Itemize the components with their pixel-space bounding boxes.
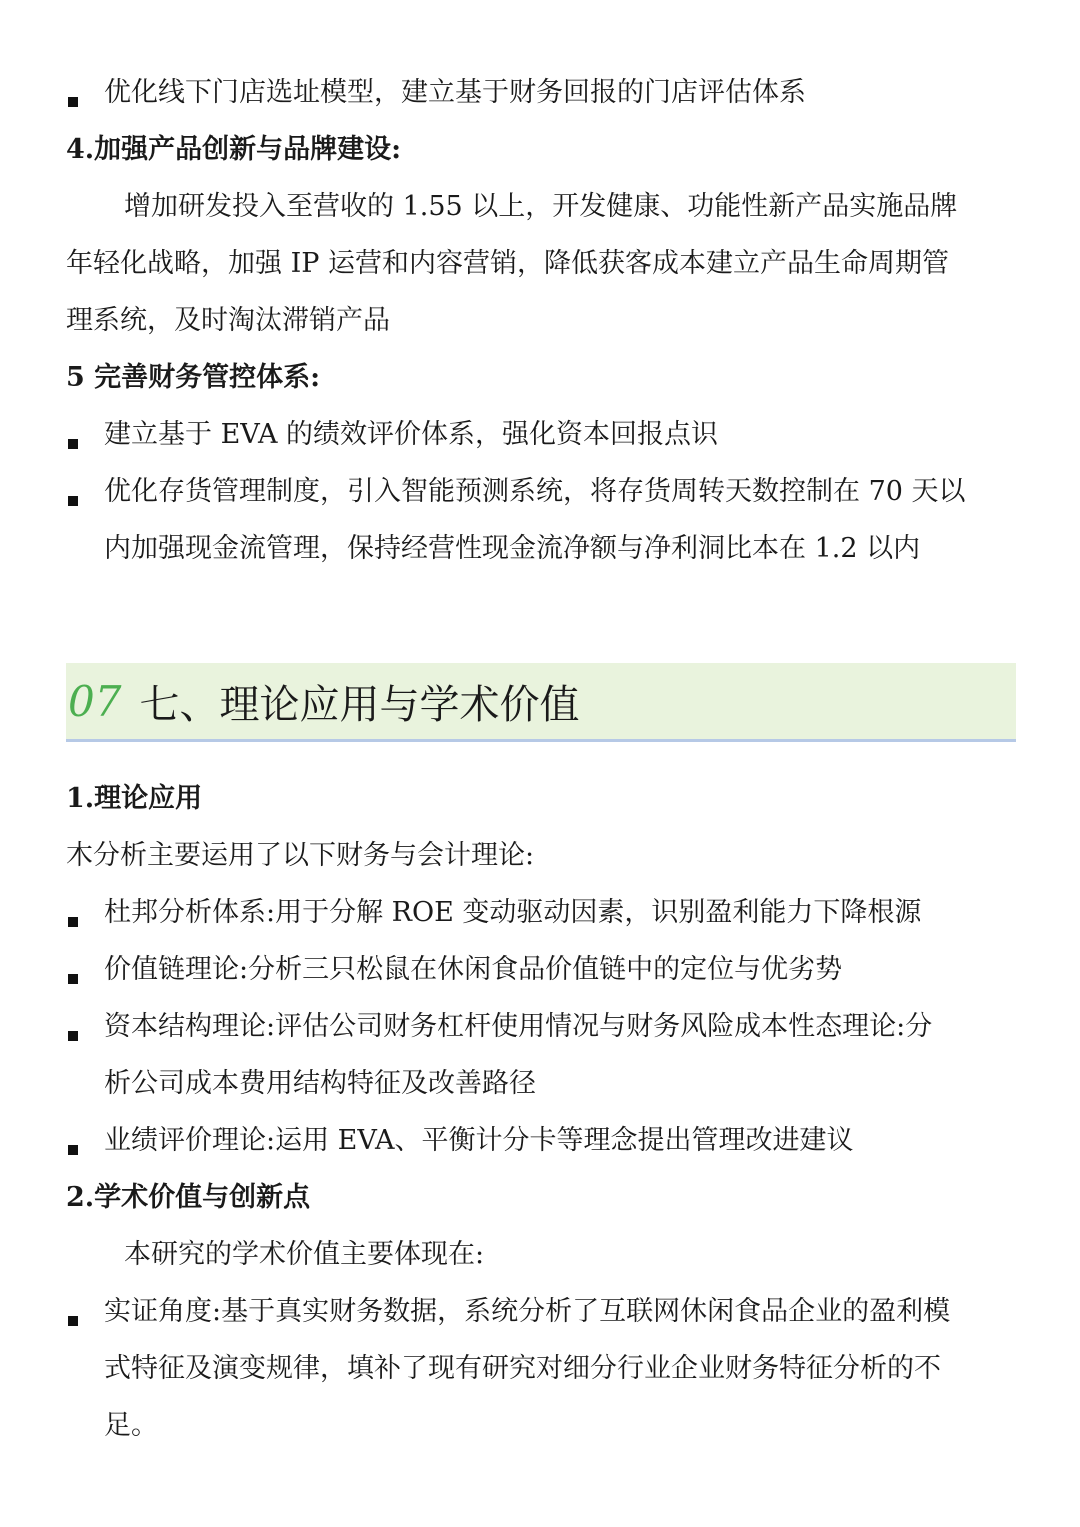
bullet-dupont: 杜邦分析体系:用于分解 ROE 变动驱动因素，识别盈利能力下降根源	[66, 884, 1016, 941]
bullet-capital-structure: 资本结构理论:评估公司财务杠杆使用情况与财务风险成本性态理论:分	[66, 998, 1016, 1055]
paragraph-line: 理系统，及时淘汰滞销产品	[66, 305, 390, 336]
bullet-performance: 业绩评价理论:运用 EVA、平衡计分卡等理念提出管理改进建议	[66, 1112, 1016, 1169]
paragraph-line: 本研究的学术价值主要体现在:	[124, 1239, 485, 1270]
heading-theory: 1.理论应用	[66, 783, 203, 814]
heading-financial-control: 5 完善财务管控体系:	[66, 362, 321, 393]
heading-product-innovation: 4.加强产品创新与品牌建设:	[66, 134, 402, 165]
bullet-value-chain: 价值链理论:分析三只松鼠在休闲食品价值链中的定位与优劣势	[66, 941, 1016, 998]
section-header	[66, 663, 1016, 742]
document-page	[66, 64, 1016, 1454]
bullet-continuation: 足。	[104, 1410, 158, 1441]
bullet-store-model: 优化线下门店选址模型，建立基于财务回报的门店评估体系	[66, 64, 1016, 121]
bullet-empirical: 实证角度:基于真实财务数据，系统分析了互联网休闲食品企业的盈利模	[66, 1283, 1016, 1340]
section-title: 七、理论应用与学术价值	[139, 681, 580, 728]
bullet-continuation: 析公司成本费用结构特征及改善路径	[104, 1068, 536, 1099]
paragraph-line: 木分析主要运用了以下财务与会计理论:	[66, 840, 535, 871]
paragraph-line: 增加研发投入至营收的 1.55 以上，开发健康、功能性新产品实施品牌	[124, 191, 958, 222]
bullet-inventory: 优化存货管理制度，引入智能预测系统，将存货周转天数控制在 70 天以	[66, 463, 1016, 520]
paragraph-line: 年轻化战略，加强 IP 运营和内容营销，降低获客成本建立产品生命周期管	[66, 248, 949, 279]
bullet-continuation: 式特征及演变规律，填补了现有研究对细分行业企业财务特征分析的不	[104, 1353, 941, 1384]
bullet-continuation: 内加强现金流管理，保持经营性现金流净额与净利洞比本在 1.2 以内	[104, 533, 921, 564]
section-number: 07	[68, 676, 122, 726]
heading-academic-value: 2.学术价值与创新点	[66, 1182, 311, 1213]
bullet-eva: 建立基于 EVA 的绩效评价体系，强化资本回报点识	[66, 406, 1016, 463]
